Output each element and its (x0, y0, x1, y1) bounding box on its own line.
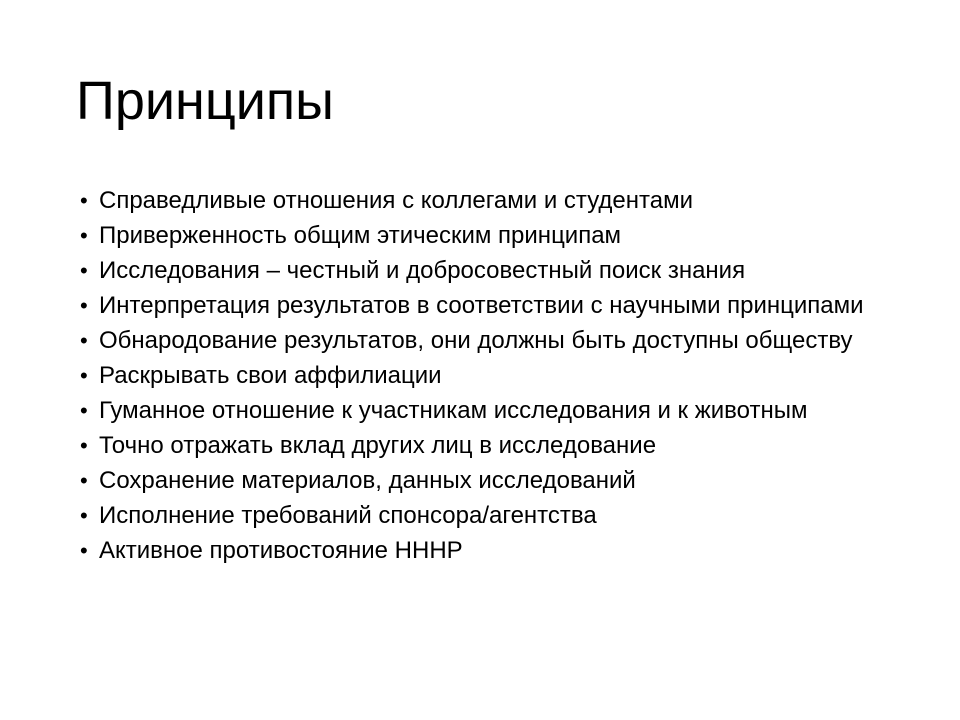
slide-title: Принципы (76, 71, 334, 131)
list-item-text: Интерпретация результатов в соответствии с научными принципами (99, 292, 864, 319)
list-item-text: Исполнение требований спонсора/агентства (99, 502, 597, 529)
bullet-icon: • (80, 398, 88, 423)
list-item-text: Точно отражать вклад других лиц в исследование (99, 432, 657, 459)
list-item (76, 364, 896, 388)
list-item (76, 189, 896, 213)
list-item-text: Справедливые отношения с коллегами и студентами (99, 187, 693, 214)
list-item (76, 329, 896, 353)
bullet-icon: • (80, 293, 88, 318)
list-item (76, 434, 896, 458)
bullet-icon: • (80, 468, 88, 493)
bullet-icon: • (80, 328, 88, 353)
list-item (76, 294, 896, 318)
list-item-text: Активное противостояние НННР (99, 537, 463, 564)
list-item-text: Гуманное отношение к участникам исследования и к животным (99, 397, 808, 424)
list-item-text: Исследования – честный и добросовестный поиск знания (99, 257, 746, 284)
bullet-icon: • (80, 188, 88, 213)
list-item (76, 504, 896, 528)
list-item-text: Приверженность общим этическим принципам (99, 222, 622, 249)
list-item-text: Раскрывать свои аффилиации (99, 362, 442, 389)
list-item (76, 539, 896, 563)
bullet-icon: • (80, 538, 88, 563)
list-item (76, 259, 896, 283)
list-item (76, 399, 896, 423)
bullet-icon: • (80, 258, 88, 283)
bullet-list (76, 189, 896, 574)
list-item-text: Обнародование результатов, они должны быть доступны обществу (99, 327, 853, 354)
bullet-icon: • (80, 363, 88, 388)
bullet-icon: • (80, 223, 88, 248)
bullet-icon: • (80, 503, 88, 528)
list-item-text: Сохранение материалов, данных исследований (99, 467, 636, 494)
list-item (76, 469, 896, 493)
bullet-icon: • (80, 433, 88, 458)
list-item (76, 224, 896, 248)
